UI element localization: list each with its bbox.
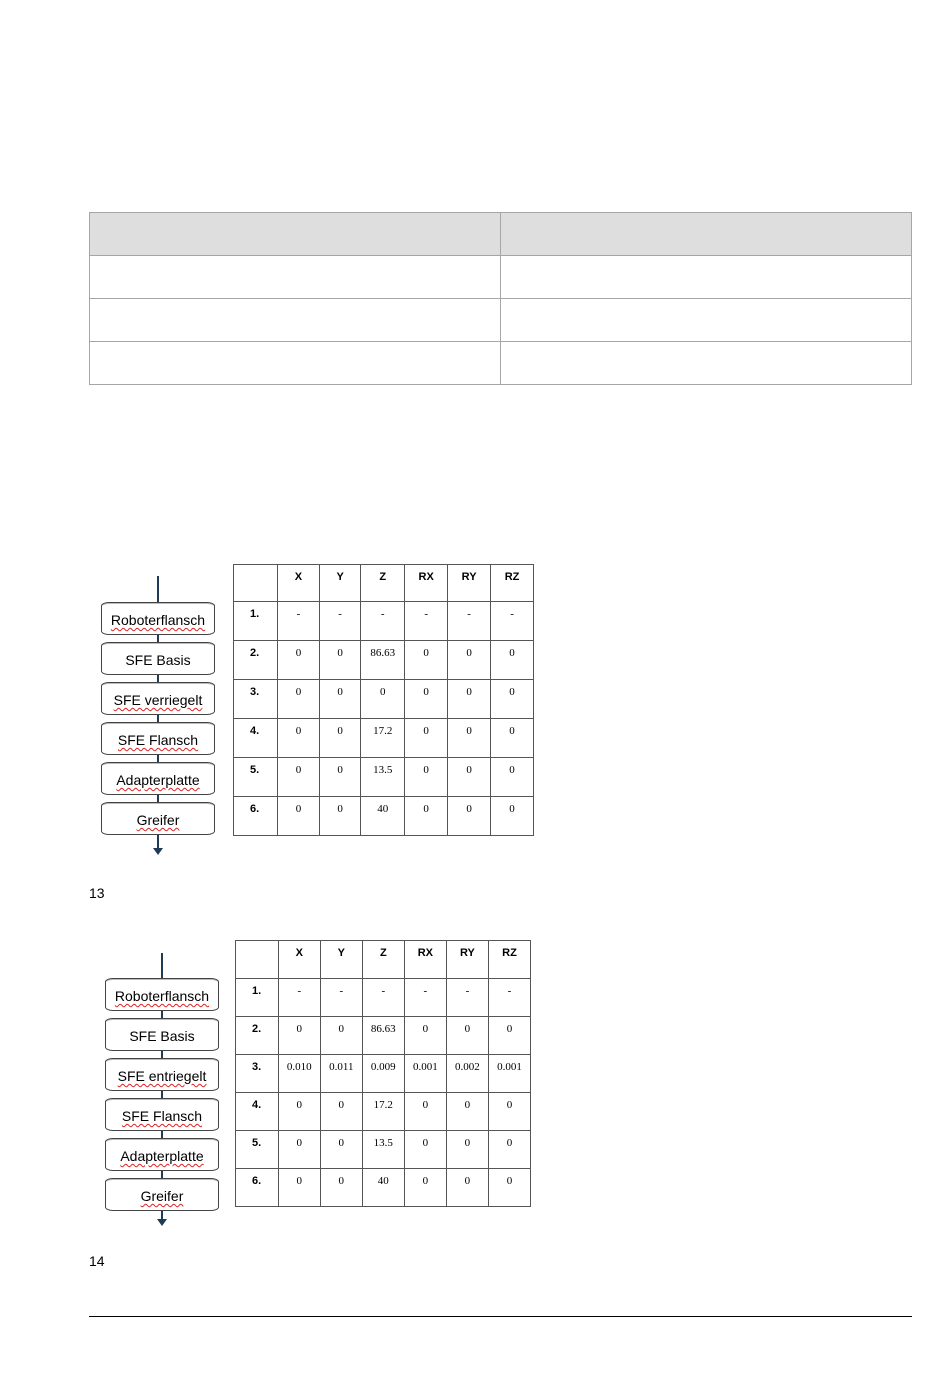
table-cell: 0 xyxy=(404,1131,446,1169)
empty-table-cell xyxy=(90,342,501,385)
row-number: 3. xyxy=(236,1055,279,1093)
coordinate-table xyxy=(233,564,534,836)
empty-table-cell xyxy=(501,213,912,256)
footer-divider xyxy=(89,1316,912,1317)
coordinate-table-row xyxy=(236,979,531,1017)
empty-table-cell xyxy=(90,299,501,342)
table-cell: 0 xyxy=(405,797,448,836)
table-cell: 0 xyxy=(405,719,448,758)
frame-stack-diagram xyxy=(101,576,217,858)
figure-caption: 14 xyxy=(89,1253,105,1269)
table-cell: 0 xyxy=(320,1017,362,1055)
frame-disk-label: Greifer xyxy=(140,1188,184,1204)
column-header: Y xyxy=(320,941,362,979)
table-cell: 0 xyxy=(448,758,491,797)
table-cell: - xyxy=(404,979,446,1017)
frame-disk-label: SFE Flansch xyxy=(121,1108,203,1124)
figure-caption: 13 xyxy=(89,885,105,901)
coordinate-table-row xyxy=(234,680,534,719)
arrow-down-icon xyxy=(157,1219,167,1226)
coordinate-table-row xyxy=(234,797,534,836)
table-cell: 0 xyxy=(278,1093,320,1131)
table-cell: 0 xyxy=(277,797,319,836)
column-header: RY xyxy=(446,941,488,979)
coordinate-table-header-row xyxy=(236,941,531,979)
row-number: 1. xyxy=(234,602,278,641)
table-cell: 86.63 xyxy=(361,641,405,680)
table-cell: 0.009 xyxy=(362,1055,404,1093)
table-cell: 0 xyxy=(488,1017,530,1055)
table-cell: 0.002 xyxy=(446,1055,488,1093)
empty-table-cell xyxy=(90,256,501,299)
frame-disk xyxy=(101,682,215,715)
table-cell: - xyxy=(488,979,530,1017)
column-header: RX xyxy=(404,941,446,979)
frame-disk-label: Greifer xyxy=(136,812,180,828)
empty-table-header-row xyxy=(90,213,912,256)
table-cell: 0 xyxy=(278,1169,320,1207)
frame-disk xyxy=(105,1018,219,1051)
frame-disk xyxy=(101,802,215,835)
table-cell: 17.2 xyxy=(361,719,405,758)
frame-disk xyxy=(105,1178,219,1211)
frame-disk xyxy=(105,1098,219,1131)
row-number: 4. xyxy=(234,719,278,758)
column-header: RX xyxy=(405,565,448,602)
frame-stack-diagram xyxy=(105,953,221,1230)
empty-table-row xyxy=(90,342,912,385)
row-number: 1. xyxy=(236,979,279,1017)
table-cell: 40 xyxy=(361,797,405,836)
table-cell: 0 xyxy=(278,1017,320,1055)
column-header: Z xyxy=(361,565,405,602)
frame-disk-label: SFE Basis xyxy=(129,1028,195,1044)
empty-table-cell xyxy=(90,213,501,256)
column-header: RZ xyxy=(491,565,534,602)
row-number: 5. xyxy=(234,758,278,797)
table-cell: 0 xyxy=(488,1093,530,1131)
frame-disk-label: SFE verriegelt xyxy=(113,692,203,708)
table-cell: 0 xyxy=(491,797,534,836)
table-cell: 0 xyxy=(405,680,448,719)
table-cell: 0 xyxy=(405,758,448,797)
table-cell: 0 xyxy=(320,797,361,836)
arrow-down-icon xyxy=(153,848,163,855)
table-cell: 0 xyxy=(446,1093,488,1131)
empty-table xyxy=(89,212,912,385)
table-cell: 0 xyxy=(277,641,319,680)
row-number: 6. xyxy=(234,797,278,836)
table-cell: 0 xyxy=(320,1131,362,1169)
table-cell: 0 xyxy=(277,680,319,719)
frame-disk-label: Adapterplatte xyxy=(120,1148,204,1164)
frame-disk-label: SFE entriegelt xyxy=(117,1068,207,1084)
table-cell: 13.5 xyxy=(362,1131,404,1169)
table-cell: - xyxy=(277,602,319,641)
row-number: 4. xyxy=(236,1093,279,1131)
frame-disk xyxy=(105,1138,219,1171)
table-cell: 13.5 xyxy=(361,758,405,797)
column-header: Z xyxy=(362,941,404,979)
empty-table-cell xyxy=(501,342,912,385)
coordinate-table-row xyxy=(236,1017,531,1055)
coordinate-table-row xyxy=(236,1093,531,1131)
table-cell: 86.63 xyxy=(362,1017,404,1055)
row-number: 3. xyxy=(234,680,278,719)
table-cell: 0 xyxy=(320,758,361,797)
table-cell: 17.2 xyxy=(362,1093,404,1131)
table-cell: 0 xyxy=(320,641,361,680)
frame-disk xyxy=(101,642,215,675)
table-cell: 0 xyxy=(277,719,319,758)
row-number: 2. xyxy=(234,641,278,680)
column-header: RY xyxy=(448,565,491,602)
table-cell: 0 xyxy=(405,641,448,680)
table-cell: - xyxy=(405,602,448,641)
coordinate-table-row xyxy=(236,1131,531,1169)
table-cell: 0 xyxy=(448,797,491,836)
table-cell: 0 xyxy=(446,1169,488,1207)
frame-disk-label: Roboterflansch xyxy=(114,988,210,1004)
column-header xyxy=(236,941,279,979)
table-cell: 0 xyxy=(320,1093,362,1131)
column-header: RZ xyxy=(488,941,530,979)
empty-table-row xyxy=(90,256,912,299)
table-cell: - xyxy=(448,602,491,641)
table-cell: 0 xyxy=(361,680,405,719)
table-cell: - xyxy=(278,979,320,1017)
table-cell: 0.001 xyxy=(488,1055,530,1093)
table-cell: 0 xyxy=(277,758,319,797)
row-number: 5. xyxy=(236,1131,279,1169)
frame-disk-label: Roboterflansch xyxy=(110,612,206,628)
coordinate-table-row xyxy=(234,641,534,680)
coordinate-table-row xyxy=(234,602,534,641)
row-number: 2. xyxy=(236,1017,279,1055)
table-cell: 0 xyxy=(448,641,491,680)
frame-disk xyxy=(105,978,219,1011)
coordinate-table-row xyxy=(236,1169,531,1207)
table-cell: - xyxy=(361,602,405,641)
coordinate-table xyxy=(235,940,531,1207)
table-cell: - xyxy=(446,979,488,1017)
table-cell: 0.011 xyxy=(320,1055,362,1093)
row-number: 6. xyxy=(236,1169,279,1207)
coordinate-table-header-row xyxy=(234,565,534,602)
frame-disk xyxy=(101,722,215,755)
column-header xyxy=(234,565,278,602)
table-cell: 0.010 xyxy=(278,1055,320,1093)
table-cell: - xyxy=(362,979,404,1017)
coordinate-table-row xyxy=(234,758,534,797)
table-cell: - xyxy=(320,979,362,1017)
frame-disk xyxy=(101,762,215,795)
table-cell: 0 xyxy=(320,719,361,758)
empty-table-cell xyxy=(501,256,912,299)
empty-table-cell xyxy=(501,299,912,342)
table-cell: 0 xyxy=(491,719,534,758)
table-cell: 0.001 xyxy=(404,1055,446,1093)
column-header: X xyxy=(277,565,319,602)
coordinate-table-row xyxy=(236,1055,531,1093)
table-cell: 0 xyxy=(491,758,534,797)
frame-disk-label: SFE Flansch xyxy=(117,732,199,748)
frame-disk-label: Adapterplatte xyxy=(116,772,200,788)
column-header: Y xyxy=(320,565,361,602)
coordinate-table-row xyxy=(234,719,534,758)
table-cell: 0 xyxy=(446,1017,488,1055)
table-cell: 0 xyxy=(491,641,534,680)
frame-disk xyxy=(105,1058,219,1091)
table-cell: 0 xyxy=(404,1093,446,1131)
table-cell: 0 xyxy=(446,1131,488,1169)
table-cell: 40 xyxy=(362,1169,404,1207)
table-cell: - xyxy=(320,602,361,641)
table-cell: 0 xyxy=(448,680,491,719)
table-cell: 0 xyxy=(488,1169,530,1207)
table-cell: - xyxy=(491,602,534,641)
frame-disk-label: SFE Basis xyxy=(125,652,191,668)
table-cell: 0 xyxy=(320,680,361,719)
table-cell: 0 xyxy=(320,1169,362,1207)
frame-disk xyxy=(101,602,215,635)
table-cell: 0 xyxy=(278,1131,320,1169)
table-cell: 0 xyxy=(404,1017,446,1055)
table-cell: 0 xyxy=(448,719,491,758)
column-header: X xyxy=(278,941,320,979)
table-cell: 0 xyxy=(404,1169,446,1207)
table-cell: 0 xyxy=(488,1131,530,1169)
empty-table-row xyxy=(90,299,912,342)
table-cell: 0 xyxy=(491,680,534,719)
